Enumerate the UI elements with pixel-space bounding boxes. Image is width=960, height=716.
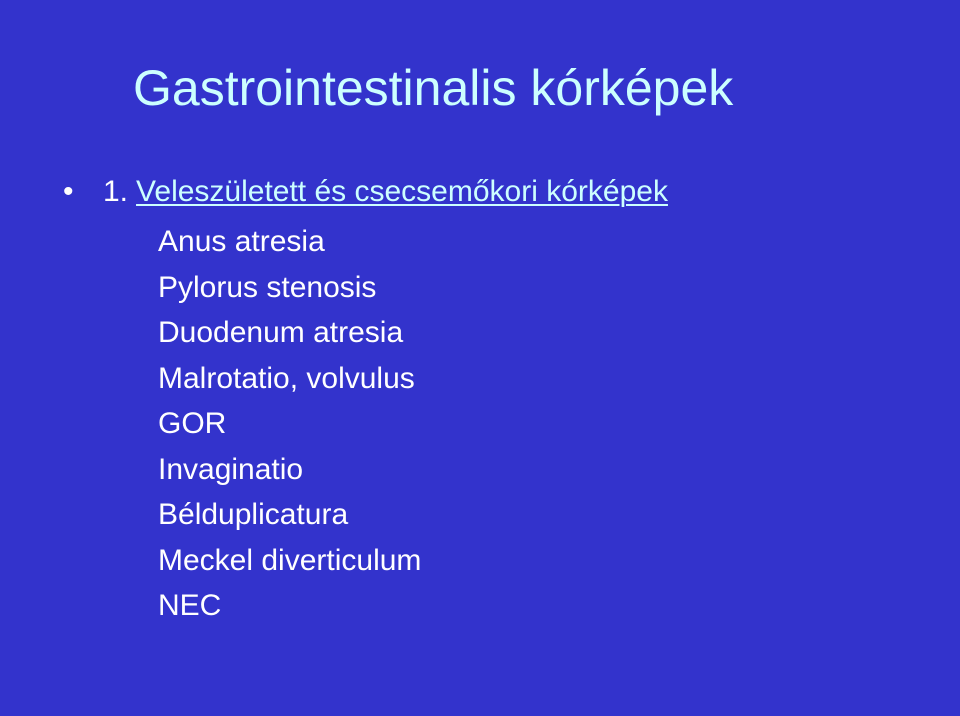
condition-list (158, 219, 421, 629)
list-item: Pylorus stenosis (158, 270, 377, 304)
list-item: Invaginatio (158, 452, 304, 486)
list-item: Meckel diverticulum (158, 543, 422, 577)
list-item: GOR (158, 407, 227, 440)
main-bullet (63, 174, 668, 210)
list-item: Bélduplicatura (158, 498, 349, 531)
list-item: NEC (158, 589, 222, 622)
bullet-link[interactable]: Veleszületett és csecsemőkori kórképek (136, 175, 668, 208)
bullet-dot-icon: • (63, 175, 74, 208)
list-item: Malrotatio, volvulus (158, 361, 415, 395)
list-item: Anus atresia (158, 225, 325, 258)
slide-title: Gastrointestinalis kórképek (133, 60, 734, 116)
list-item: Duodenum atresia (158, 316, 404, 349)
bullet-number: 1. (103, 175, 129, 208)
